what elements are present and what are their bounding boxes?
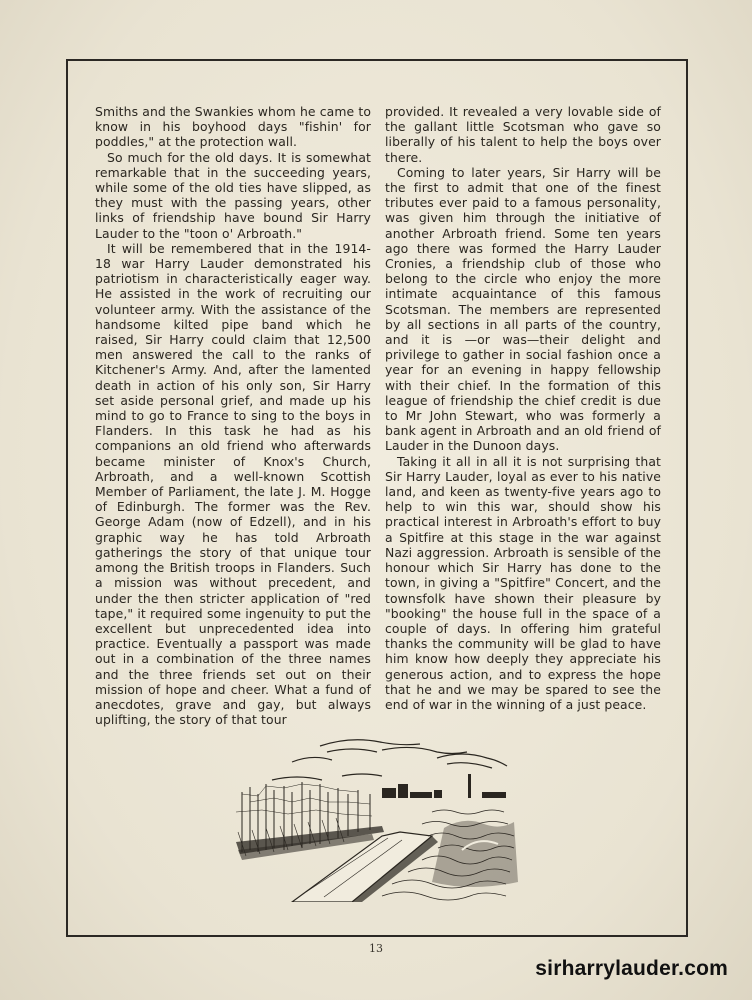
paragraph: It will be remembered that in the 1914-18 war Harry Lauder demonstrated his patriotism in characteristically eager way. He assisted in the work of recruiting our volunteer army. With the assistance of the handsome kilted pipe band which he raised, Sir Harry could claim that 12,500 men answered the call to the ranks of Kitchener's Army. And, after the lamented death in action of his only son, Sir Harry set aside personal grief, and made up his mind to go to France to sing to the boys in Flanders. In this task he had as his companions an old friend who afterwards became minister of Knox's Church, Arbroath, and a well-known Scottish Member of Parliament, the late J. M. Hogge of Edinburgh. The former was the Rev. George Adam (now of Edzell), and in his graphic way he has told Arbroath gatherings the story of that unique tour among the British troops in Flanders. Such a mission was without precedent, and under the then stricter application of "red tape," it required some ingenuity to put the excellent but unprecedented idea into practice. Eventually a passport was made out in a combination of the three names and the three friends set out on their mission of hope and cheer. What a fund of anecdotes, grave and gay, but always uplifting, the story of that tour [95,240,371,728]
paragraph: Taking it all in all it is not surprising that Sir Harry Lauder, loyal as ever to his native land, and keen as twenty-five years ago to help to win this war, should show his practical interest in Arbroath's effort to buy a Spitfire at this stage in the war against Nazi aggression. Arbroath is sensible of the honour which Sir Harry has done to the town, in giving a "Spitfire" Concert, and the townsfolk have shown their pleasure by "booking" the house full in the space of a couple of days. In offering him grateful thanks the community will be glad to have him know how deeply they appreciate his generous action, and to express the hope that he and we may be spared to see the end of war in the winning of a just peace. [385,453,661,712]
page-number: 13 [369,942,383,955]
paragraph: Smiths and the Swankies whom he came to know in his boyhood days "fishin' for poddles," at the protection wall. [95,104,371,150]
wave-shading [432,821,518,887]
rigging-lines [236,784,372,816]
paragraph: Coming to later years, Sir Harry will be the first to admit that one of the finest tributes ever paid to a famous personality, was given him through the initiative of another Arbroath friend. Some ten years ago there was formed the Harry Lauder Cronies, a friendship club of those who belong to the circle who enjoy the more intimate acquaintance of this famous Scotsman. The members are represented by all sections in all parts of the country, and it is —or was—their delight and privilege to gather in social fashion once a year for an evening in happy fellowship with their chief. In the formation of this league of friendship the chief credit is due to Mr John Stewart, who was formerly a bank agent in Arbroath and an old friend of Lauder in the Dunoon days. [385,164,661,454]
harbour-illustration [232,732,522,902]
article-left-column [95,104,371,727]
paragraph: provided. It revealed a very lovable side of the gallant little Scotsman who gave so liberally of his talent to help the boys over there. [385,104,661,165]
town-skyline [382,774,506,798]
website-watermark: sirharrylauder.com [535,957,728,980]
paragraph: So much for the old days. It is somewhat remarkable that in the succeeding years, while some of the old ties have slipped, as they must with the passing years, other links of friendship have bound Sir Harry Lauder to the "toon o' Arbroath." [95,149,371,241]
article-right-column [385,104,661,712]
cloud-strokes [272,740,507,780]
